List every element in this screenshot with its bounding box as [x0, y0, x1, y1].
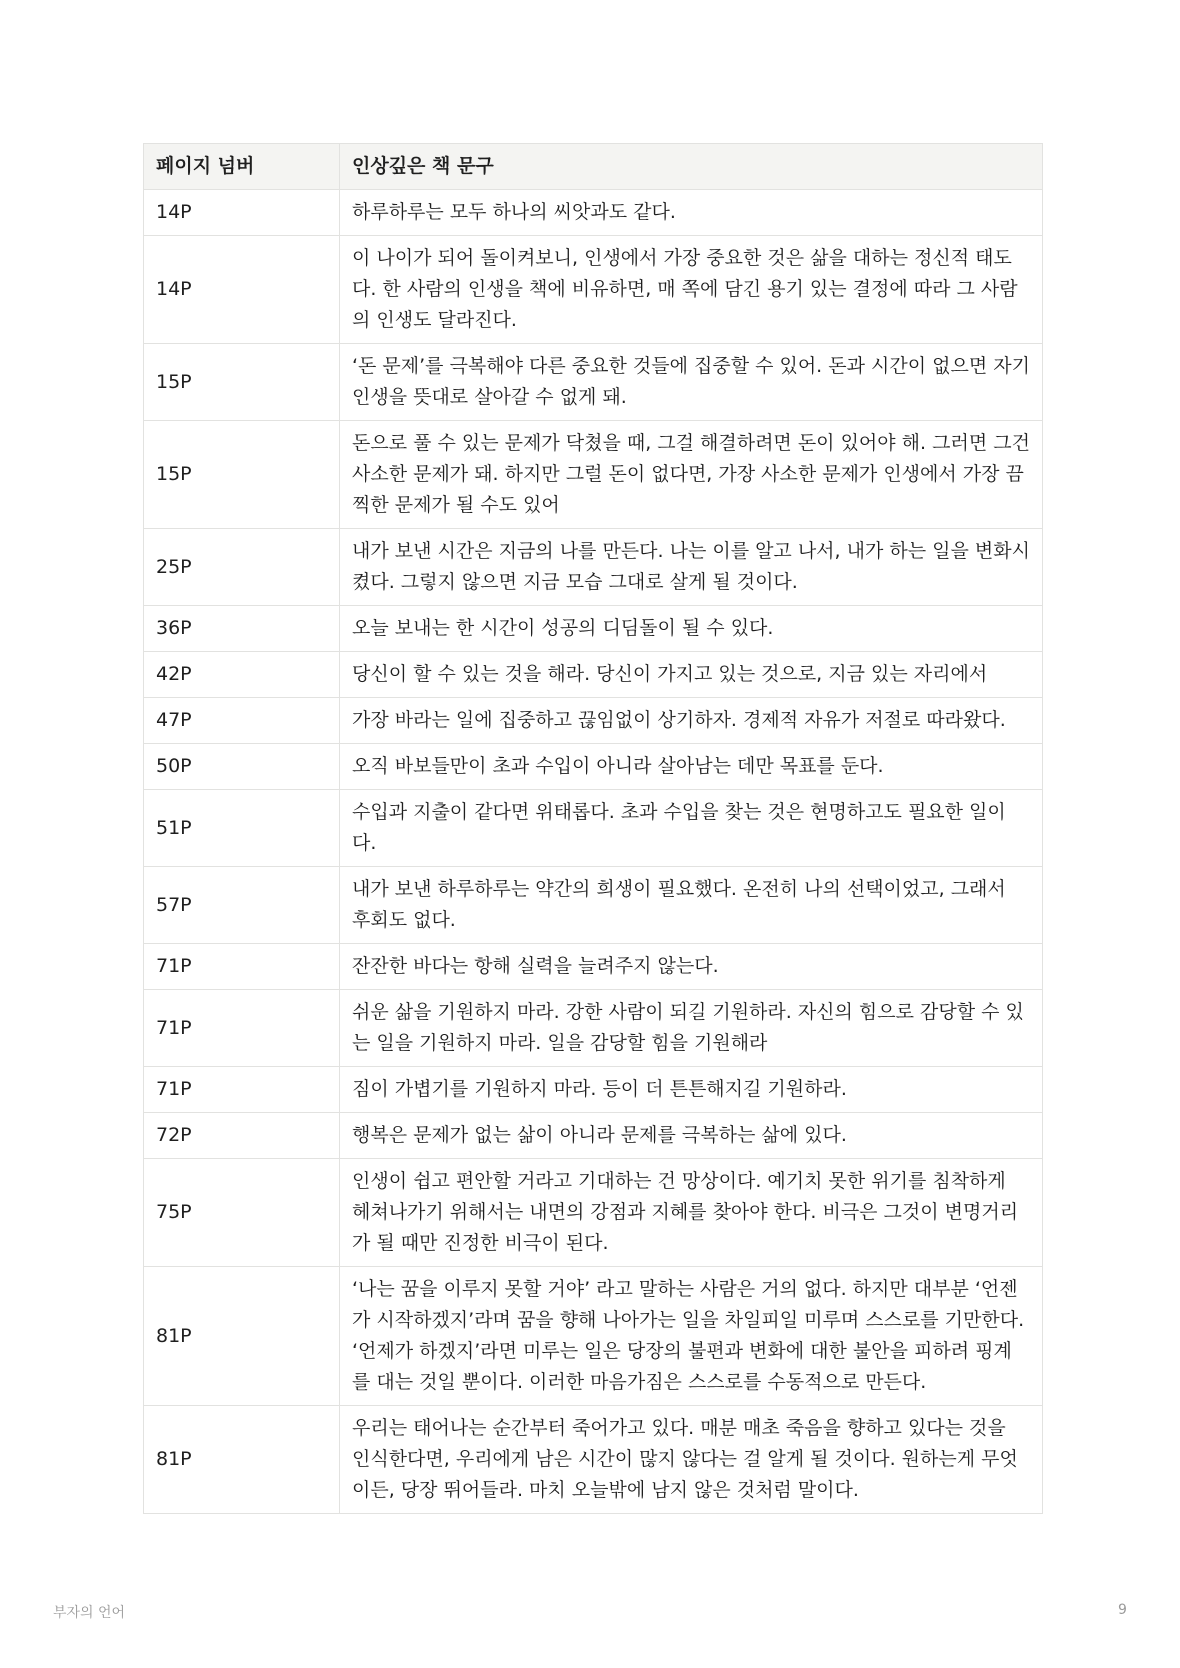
table-row — [144, 1406, 1043, 1514]
quote-cell: 짐이 가볍기를 기원하지 마라. 등이 더 튼튼해지길 기원하라. — [340, 1067, 1043, 1113]
page-number-cell: 14P — [144, 190, 340, 236]
quote-cell: 수입과 지출이 같다면 위태롭다. 초과 수입을 찾는 것은 현명하고도 필요한 일이다. — [340, 790, 1043, 867]
page-number-cell: 75P — [144, 1159, 340, 1267]
table-row — [144, 744, 1043, 790]
page-number-cell: 71P — [144, 990, 340, 1067]
page-number-cell: 71P — [144, 1067, 340, 1113]
table-row — [144, 944, 1043, 990]
quote-cell: 우리는 태어나는 순간부터 죽어가고 있다. 매분 매초 죽음을 향하고 있다는 것을 인식한다면, 우리에게 남은 시간이 많지 않다는 걸 알게 될 것이다. 원하는게 무엇이든, 당장 뛰어들라. 마치 오늘밖에 남지 않은 것처럼 말이다. — [340, 1406, 1043, 1514]
table-row — [144, 867, 1043, 944]
quote-cell: 돈으로 풀 수 있는 문제가 닥쳤을 때, 그걸 해결하려면 돈이 있어야 해. 그러면 그건 사소한 문제가 돼. 하지만 그럴 돈이 없다면, 가장 사소한 문제가 인생에서 가장 끔찍한 문제가 될 수도 있어 — [340, 421, 1043, 529]
quote-cell: 오직 바보들만이 초과 수입이 아니라 살아남는 데만 목표를 둔다. — [340, 744, 1043, 790]
table-row — [144, 990, 1043, 1067]
quote-cell: 쉬운 삶을 기원하지 마라. 강한 사람이 되길 기원하라. 자신의 힘으로 감당할 수 있는 일을 기원하지 마라. 일을 감당할 힘을 기원해라 — [340, 990, 1043, 1067]
quote-table — [143, 143, 1043, 1514]
quote-cell: ‘나는 꿈을 이루지 못할 거야’ 라고 말하는 사람은 거의 없다. 하지만 대부분 ‘언젠가 시작하겠지’라며 꿈을 향해 나아가는 일을 차일피일 미루며 스스로를 기만한다. ‘언제가 하겠지’라면 미루는 일은 당장의 불편과 변화에 대한 불안을 피하려 핑계를 대는 것일 뿐이다. 이러한 마음가짐은 스스로를 수동적으로 만든다. — [340, 1267, 1043, 1406]
page-number-cell: 15P — [144, 421, 340, 529]
page-number-cell: 57P — [144, 867, 340, 944]
table-row — [144, 190, 1043, 236]
page-number-cell: 36P — [144, 606, 340, 652]
quote-cell: 내가 보낸 하루하루는 약간의 희생이 필요했다. 온전히 나의 선택이었고, 그래서 후회도 없다. — [340, 867, 1043, 944]
quote-cell: 행복은 문제가 없는 삶이 아니라 문제를 극복하는 삶에 있다. — [340, 1113, 1043, 1159]
quote-cell: ‘돈 문제’를 극복해야 다른 중요한 것들에 집중할 수 있어. 돈과 시간이 없으면 자기 인생을 뜻대로 살아갈 수 없게 돼. — [340, 344, 1043, 421]
header-page-number: 페이지 넘버 — [144, 144, 340, 190]
table-row — [144, 790, 1043, 867]
quote-cell: 인생이 쉽고 편안할 거라고 기대하는 건 망상이다. 예기치 못한 위기를 침착하게 헤쳐나가기 위해서는 내면의 강점과 지혜를 찾아야 한다. 비극은 그것이 변명거리가 될 때만 진정한 비극이 된다. — [340, 1159, 1043, 1267]
page-number-cell: 71P — [144, 944, 340, 990]
table-row — [144, 421, 1043, 529]
quote-cell: 이 나이가 되어 돌이켜보니, 인생에서 가장 중요한 것은 삶을 대하는 정신적 태도다. 한 사람의 인생을 책에 비유하면, 매 쪽에 담긴 용기 있는 결정에 따라 그 사람의 인생도 달라진다. — [340, 236, 1043, 344]
table-row — [144, 529, 1043, 606]
page-number-cell: 14P — [144, 236, 340, 344]
table-row — [144, 1159, 1043, 1267]
footer-page-number: 9 — [1118, 1602, 1127, 1618]
table-row — [144, 236, 1043, 344]
quote-cell: 잔잔한 바다는 항해 실력을 늘려주지 않는다. — [340, 944, 1043, 990]
table-row — [144, 652, 1043, 698]
footer-book-title: 부자의 언어 — [53, 1605, 126, 1621]
quote-cell: 오늘 보내는 한 시간이 성공의 디딤돌이 될 수 있다. — [340, 606, 1043, 652]
table-row — [144, 1267, 1043, 1406]
quote-cell: 내가 보낸 시간은 지금의 나를 만든다. 나는 이를 알고 나서, 내가 하는 일을 변화시켰다. 그렇지 않으면 지금 모습 그대로 살게 될 것이다. — [340, 529, 1043, 606]
table-row — [144, 606, 1043, 652]
table-row — [144, 1067, 1043, 1113]
page-number-cell: 72P — [144, 1113, 340, 1159]
table-row — [144, 344, 1043, 421]
table-row — [144, 1113, 1043, 1159]
page-number-cell: 25P — [144, 529, 340, 606]
table-row — [144, 698, 1043, 744]
table-header-row — [144, 144, 1043, 190]
quote-cell: 가장 바라는 일에 집중하고 끊임없이 상기하자. 경제적 자유가 저절로 따라왔다. — [340, 698, 1043, 744]
quote-cell: 당신이 할 수 있는 것을 해라. 당신이 가지고 있는 것으로, 지금 있는 자리에서 — [340, 652, 1043, 698]
page-number-cell: 15P — [144, 344, 340, 421]
page-number-cell: 51P — [144, 790, 340, 867]
header-quote: 인상깊은 책 문구 — [340, 144, 1043, 190]
page-number-cell: 47P — [144, 698, 340, 744]
page-number-cell: 81P — [144, 1406, 340, 1514]
quote-cell: 하루하루는 모두 하나의 씨앗과도 같다. — [340, 190, 1043, 236]
table-body — [144, 190, 1043, 1514]
page-number-cell: 42P — [144, 652, 340, 698]
page-number-cell: 81P — [144, 1267, 340, 1406]
page-number-cell: 50P — [144, 744, 340, 790]
